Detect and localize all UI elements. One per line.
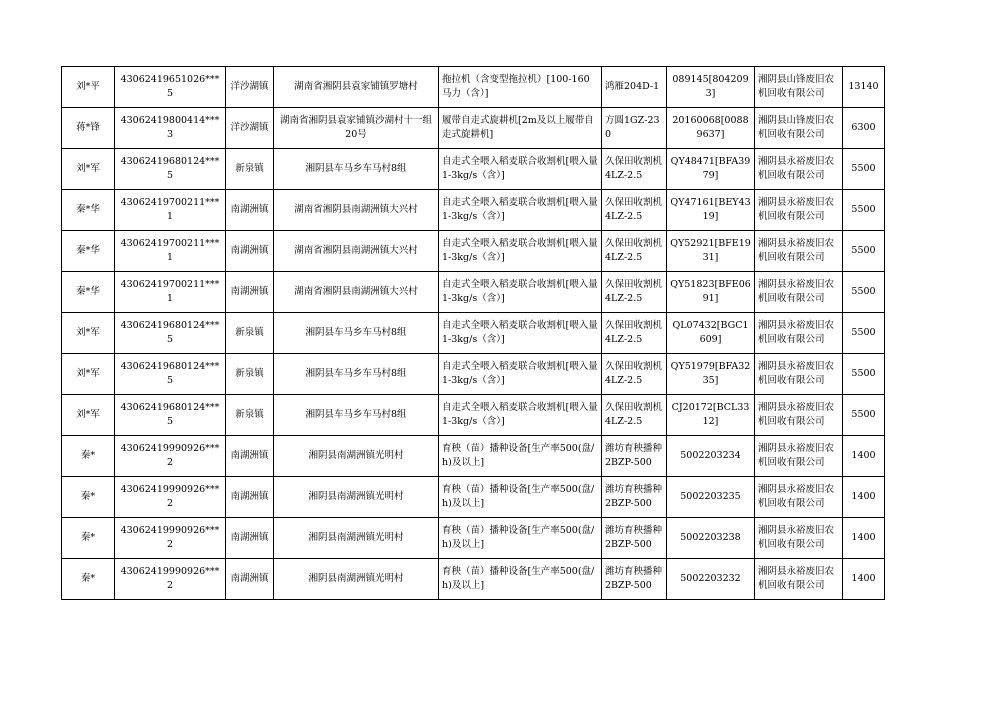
machine-type-cell: 育秧（苗）播种设备[生产率500(盘/h)及以上] — [439, 436, 602, 477]
id-number-cell: 43062419800414***3 — [115, 108, 226, 149]
amount-cell: 5500 — [843, 354, 885, 395]
serial-cell: 089145[8042093] — [667, 67, 755, 108]
table-row — [62, 436, 885, 477]
town-cell: 南湖洲镇 — [226, 436, 274, 477]
id-number-cell: 43062419680124***5 — [115, 395, 226, 436]
address-cell: 湖南省湘阴县袁家铺镇沙湖村十一组20号 — [274, 108, 439, 149]
model-cell: 久保田收割机4LZ-2.5 — [602, 313, 667, 354]
owner-name-cell: 秦* — [62, 559, 115, 600]
town-cell: 新泉镇 — [226, 149, 274, 190]
table-row — [62, 190, 885, 231]
owner-name-cell: 秦*华 — [62, 190, 115, 231]
address-cell: 湖南省湘阴县南湖洲镇大兴村 — [274, 231, 439, 272]
amount-cell: 5500 — [843, 149, 885, 190]
address-cell: 湖南省湘阴县南湖洲镇大兴村 — [274, 190, 439, 231]
address-cell: 湘阴县南湖洲镇光明村 — [274, 436, 439, 477]
id-number-cell: 43062419990926***2 — [115, 436, 226, 477]
amount-cell: 1400 — [843, 477, 885, 518]
table-row — [62, 313, 885, 354]
amount-cell: 5500 — [843, 313, 885, 354]
address-cell: 湘阴县车马乡车马村8组 — [274, 149, 439, 190]
town-cell: 新泉镇 — [226, 313, 274, 354]
table-row — [62, 395, 885, 436]
amount-cell: 1400 — [843, 559, 885, 600]
owner-name-cell: 刘*军 — [62, 149, 115, 190]
address-cell: 湖南省湘阴县南湖洲镇大兴村 — [274, 272, 439, 313]
serial-cell: QY47161[BEY4319] — [667, 190, 755, 231]
model-cell: 鸿雁204D-1 — [602, 67, 667, 108]
id-number-cell: 43062419700211***1 — [115, 272, 226, 313]
owner-name-cell: 刘*军 — [62, 313, 115, 354]
address-cell: 湘阴县南湖洲镇光明村 — [274, 477, 439, 518]
machine-type-cell: 自走式全喂入稻麦联合收割机[喂入量1-3kg/s（含）] — [439, 313, 602, 354]
table-row — [62, 67, 885, 108]
table-row — [62, 231, 885, 272]
recycler-cell: 湘阴县永裕废旧农机回收有限公司 — [755, 477, 843, 518]
machine-type-cell: 育秧（苗）播种设备[生产率500(盘/h)及以上] — [439, 518, 602, 559]
owner-name-cell: 秦*华 — [62, 231, 115, 272]
amount-cell: 5500 — [843, 190, 885, 231]
amount-cell: 5500 — [843, 272, 885, 313]
town-cell: 南湖洲镇 — [226, 477, 274, 518]
amount-cell: 13140 — [843, 67, 885, 108]
subsidy-table — [61, 66, 885, 600]
machine-type-cell: 拖拉机（含变型拖拉机）[100-160马力（含）] — [439, 67, 602, 108]
id-number-cell: 43062419990926***2 — [115, 559, 226, 600]
table-row — [62, 477, 885, 518]
recycler-cell: 湘阴县永裕废旧农机回收有限公司 — [755, 518, 843, 559]
town-cell: 南湖洲镇 — [226, 559, 274, 600]
owner-name-cell: 刘*平 — [62, 67, 115, 108]
recycler-cell: 湘阴县永裕废旧农机回收有限公司 — [755, 272, 843, 313]
table-row — [62, 354, 885, 395]
table-body — [62, 67, 885, 600]
address-cell: 湘阴县车马乡车马村8组 — [274, 395, 439, 436]
recycler-cell: 湘阴县永裕废旧农机回收有限公司 — [755, 436, 843, 477]
recycler-cell: 湘阴县永裕废旧农机回收有限公司 — [755, 395, 843, 436]
address-cell: 湘阴县南湖洲镇光明村 — [274, 559, 439, 600]
address-cell: 湖南省湘阴县袁家铺镇罗塘村 — [274, 67, 439, 108]
town-cell: 新泉镇 — [226, 354, 274, 395]
recycler-cell: 湘阴县山锋废旧农机回收有限公司 — [755, 108, 843, 149]
recycler-cell: 湘阴县山锋废旧农机回收有限公司 — [755, 67, 843, 108]
owner-name-cell: 秦*华 — [62, 272, 115, 313]
machine-type-cell: 育秧（苗）播种设备[生产率500(盘/h)及以上] — [439, 559, 602, 600]
address-cell: 湘阴县南湖洲镇光明村 — [274, 518, 439, 559]
recycler-cell: 湘阴县永裕废旧农机回收有限公司 — [755, 231, 843, 272]
id-number-cell: 43062419651026***5 — [115, 67, 226, 108]
amount-cell: 1400 — [843, 436, 885, 477]
town-cell: 南湖洲镇 — [226, 231, 274, 272]
machine-type-cell: 育秧（苗）播种设备[生产率500(盘/h)及以上] — [439, 477, 602, 518]
model-cell: 潍坊育秧播种2BZP-500 — [602, 477, 667, 518]
model-cell: 潍坊育秧播种2BZP-500 — [602, 518, 667, 559]
machine-type-cell: 自走式全喂入稻麦联合收割机[喂入量1-3kg/s（含）] — [439, 395, 602, 436]
town-cell: 新泉镇 — [226, 395, 274, 436]
machine-type-cell: 自走式全喂入稻麦联合收割机[喂入量1-3kg/s（含）] — [439, 190, 602, 231]
town-cell: 洋沙湖镇 — [226, 67, 274, 108]
recycler-cell: 湘阴县永裕废旧农机回收有限公司 — [755, 559, 843, 600]
id-number-cell: 43062419700211***1 — [115, 190, 226, 231]
amount-cell: 5500 — [843, 231, 885, 272]
recycler-cell: 湘阴县永裕废旧农机回收有限公司 — [755, 190, 843, 231]
serial-cell: QY51823[BFE0691] — [667, 272, 755, 313]
serial-cell: 5002203234 — [667, 436, 755, 477]
owner-name-cell: 刘*军 — [62, 354, 115, 395]
owner-name-cell: 秦* — [62, 477, 115, 518]
model-cell: 久保田收割机4LZ-2.5 — [602, 354, 667, 395]
id-number-cell: 43062419700211***1 — [115, 231, 226, 272]
id-number-cell: 43062419990926***2 — [115, 477, 226, 518]
machine-type-cell: 履带自走式旋耕机[2m及以上履带自走式旋耕机] — [439, 108, 602, 149]
serial-cell: 20160068[00889637] — [667, 108, 755, 149]
recycler-cell: 湘阴县永裕废旧农机回收有限公司 — [755, 354, 843, 395]
id-number-cell: 43062419680124***5 — [115, 149, 226, 190]
serial-cell: 5002203238 — [667, 518, 755, 559]
model-cell: 潍坊育秧播种2BZP-500 — [602, 436, 667, 477]
id-number-cell: 43062419680124***5 — [115, 354, 226, 395]
serial-cell: QY51979[BFA3235] — [667, 354, 755, 395]
amount-cell: 5500 — [843, 395, 885, 436]
serial-cell: 5002203232 — [667, 559, 755, 600]
serial-cell: QY52921[BFE1931] — [667, 231, 755, 272]
model-cell: 方圆1GZ-230 — [602, 108, 667, 149]
model-cell: 久保田收割机4LZ-2.5 — [602, 231, 667, 272]
model-cell: 久保田收割机4LZ-2.5 — [602, 149, 667, 190]
amount-cell: 1400 — [843, 518, 885, 559]
machine-type-cell: 自走式全喂入稻麦联合收割机[喂入量1-3kg/s（含）] — [439, 149, 602, 190]
town-cell: 南湖洲镇 — [226, 518, 274, 559]
table-row — [62, 149, 885, 190]
table-row — [62, 518, 885, 559]
town-cell: 南湖洲镇 — [226, 190, 274, 231]
owner-name-cell: 秦* — [62, 518, 115, 559]
table-row — [62, 559, 885, 600]
owner-name-cell: 秦* — [62, 436, 115, 477]
machine-type-cell: 自走式全喂入稻麦联合收割机[喂入量1-3kg/s（含）] — [439, 272, 602, 313]
recycler-cell: 湘阴县永裕废旧农机回收有限公司 — [755, 313, 843, 354]
table-row — [62, 108, 885, 149]
town-cell: 洋沙湖镇 — [226, 108, 274, 149]
model-cell: 久保田收割机4LZ-2.5 — [602, 395, 667, 436]
owner-name-cell: 蒋*锋 — [62, 108, 115, 149]
address-cell: 湘阴县车马乡车马村8组 — [274, 313, 439, 354]
serial-cell: CJ20172[BCL3312] — [667, 395, 755, 436]
owner-name-cell: 刘*军 — [62, 395, 115, 436]
id-number-cell: 43062419990926***2 — [115, 518, 226, 559]
machine-type-cell: 自走式全喂入稻麦联合收割机[喂入量1-3kg/s（含）] — [439, 231, 602, 272]
machine-type-cell: 自走式全喂入稻麦联合收割机[喂入量1-3kg/s（含）] — [439, 354, 602, 395]
serial-cell: QL07432[BGC1609] — [667, 313, 755, 354]
id-number-cell: 43062419680124***5 — [115, 313, 226, 354]
address-cell: 湘阴县车马乡车马村8组 — [274, 354, 439, 395]
model-cell: 久保田收割机4LZ-2.5 — [602, 190, 667, 231]
model-cell: 潍坊育秧播种2BZP-500 — [602, 559, 667, 600]
amount-cell: 6300 — [843, 108, 885, 149]
serial-cell: QY48471[BFA3979] — [667, 149, 755, 190]
table-row — [62, 272, 885, 313]
recycler-cell: 湘阴县永裕废旧农机回收有限公司 — [755, 149, 843, 190]
serial-cell: 5002203235 — [667, 477, 755, 518]
model-cell: 久保田收割机4LZ-2.5 — [602, 272, 667, 313]
town-cell: 南湖洲镇 — [226, 272, 274, 313]
